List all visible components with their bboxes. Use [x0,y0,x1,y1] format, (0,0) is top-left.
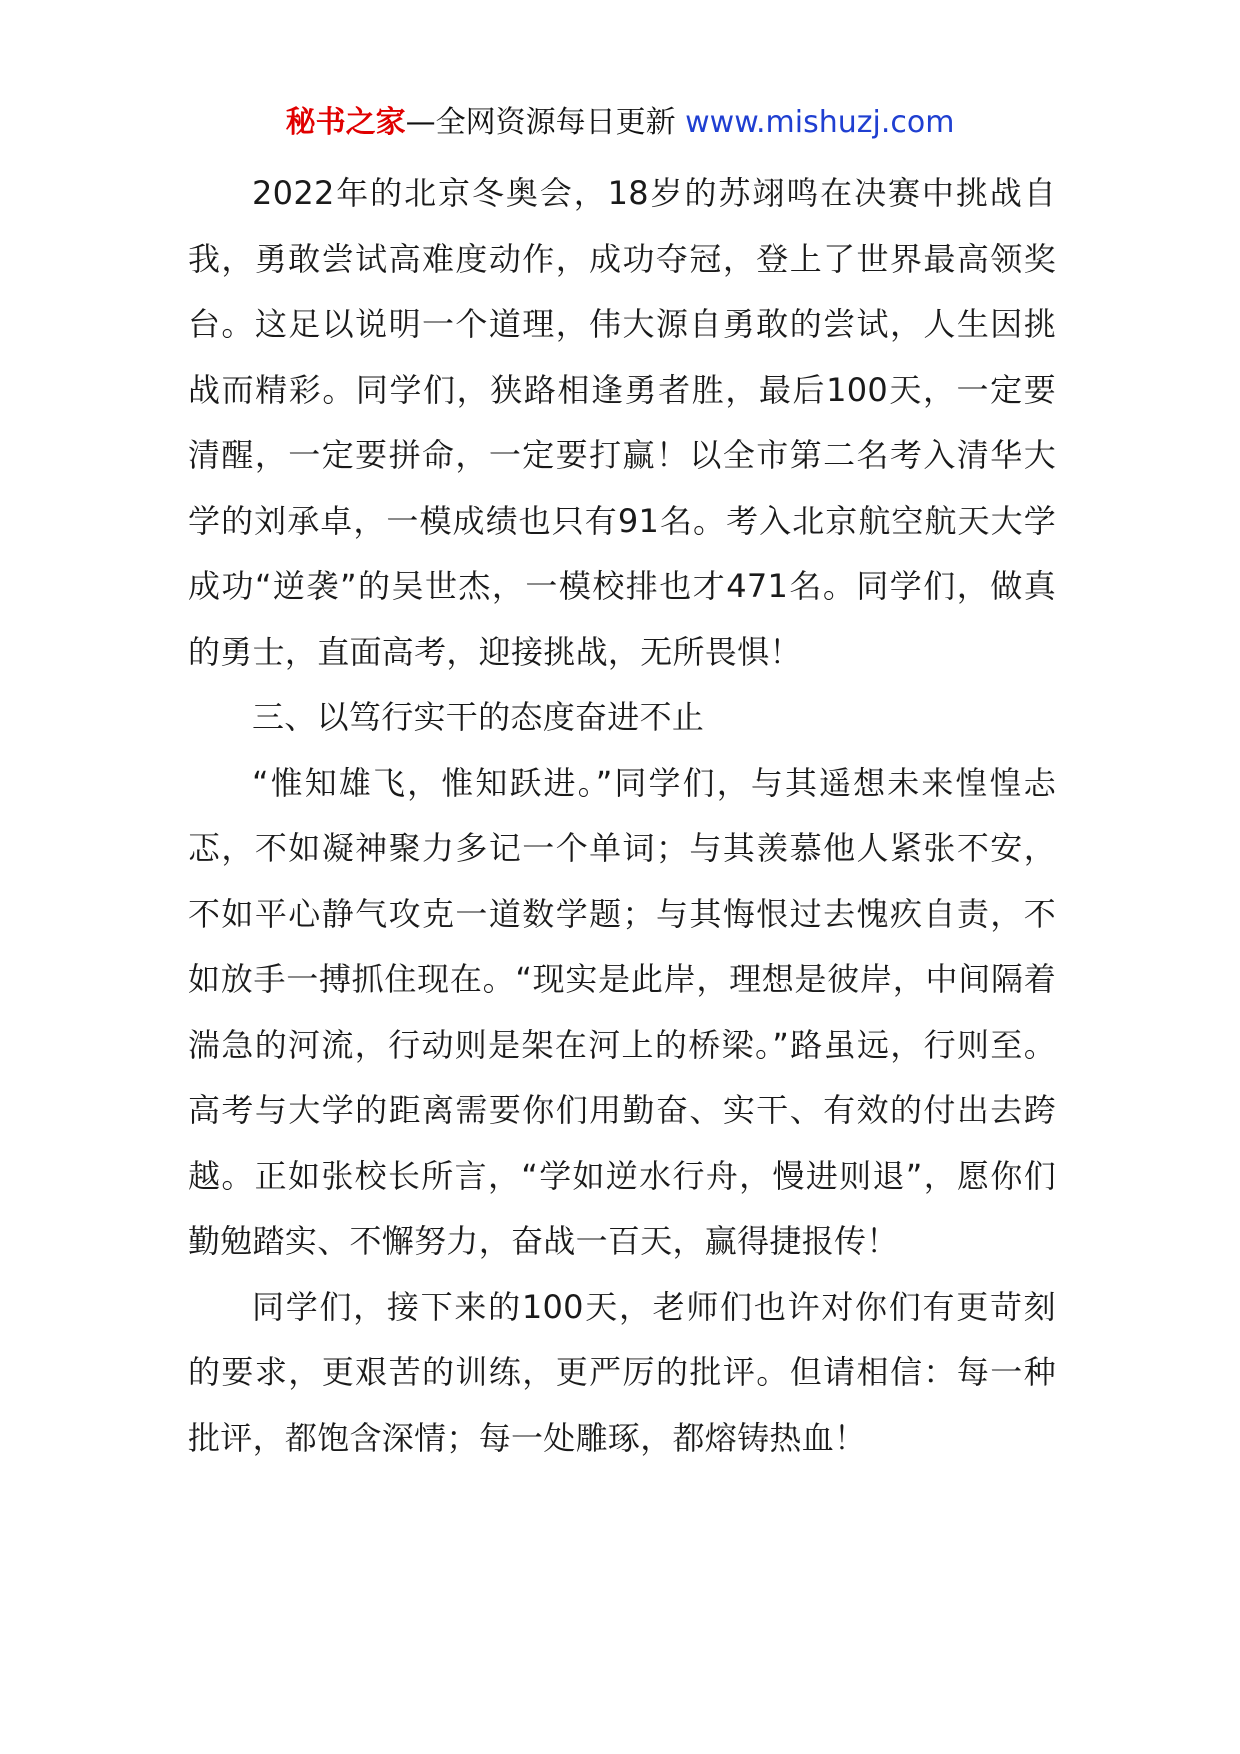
site-url-link[interactable]: www.mishuzj.com [685,105,955,140]
paragraph-champion-story: 2022年的北京冬奥会，18岁的苏翊鸣在决赛中挑战自我，勇敢尝试高难度动作，成功夺冠，登上了世界最高领奖台。这足以说明一个道理，伟大源自勇敢的尝试，人生因挑战而精彩。同学们，狭路相逢勇者胜，最后100天，一定要清醒，一定要拼命，一定要打赢！以全市第二名考入清华大学的刘承卓，一模成绩也只有91名。考入北京航空航天大学成功“逆袭”的吴世杰，一模校排也才471名。同学们，做真的勇士，直面高考，迎接挑战，无所畏惧！ [188,174,1056,671]
document-body [188,161,1056,1471]
brand-name: 秘书之家 [285,105,406,140]
paragraph-action-call: “惟知雄飞，惟知跃进。”同学们，与其遥想未来惶惶忐忑，不如凝神聚力多记一个单词；与其羡慕他人紧张不安，不如平心静气攻克一道数学题；与其悔恨过去愧疚自责，不如放手一搏抓住现在。“现实是此岸，理想是彼岸，中间隔着湍急的河流，行动则是架在河上的桥梁。”路虽远，行则至。高考与大学的距离需要你们用勤奋、实干、有效的付出去跨越。正如张校长所言，“学如逆水行舟，慢进则退”，愿你们勤勉踏实、不懈努力，奋战一百天，赢得捷报传！ [188,763,1056,1260]
section-heading-three: 三、以笃行实干的态度奋进不止 [252,698,705,736]
paragraph-teachers-message: 同学们，接下来的100天，老师们也许对你们有更苛刻的要求，更艰苦的训练，更严厉的批评。但请相信：每一种批评，都饱含深情；每一处雕琢，都熔铸热血！ [188,1287,1056,1457]
header-slogan: —全网资源每日更新 [405,105,676,140]
site-header [0,100,1240,146]
